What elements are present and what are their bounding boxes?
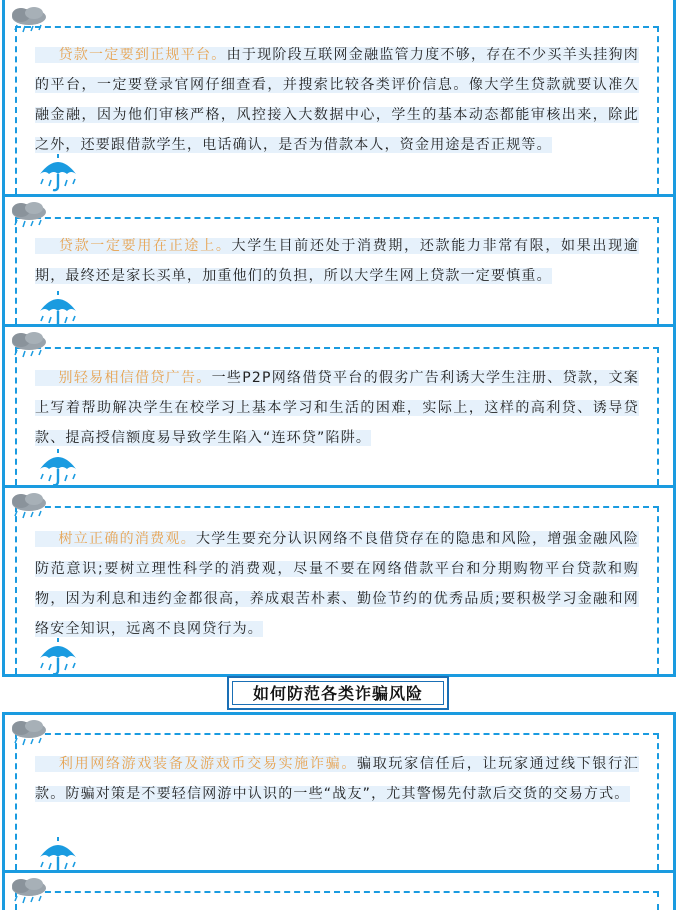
cloud-rain-icon <box>9 719 49 747</box>
tip-heading: 利用网络游戏装备及游戏币交易实施诈骗。 <box>58 756 358 772</box>
tip-heading: 贷款一定要到正规平台。 <box>58 47 227 63</box>
cloud-rain-icon <box>9 6 49 34</box>
tip-body: 大学生要充分认识网络不良借贷存在的隐患和风险，增强金融风险防范意识;要树立理性科学的消费观，尽量不要在网络借款平台和分期购物平台贷款和购物，因为利息和违约金都很高，养成艰苦朴素、勤俭节约的优秀品质;要积极学习金融和网络安全知识，远离不良网贷行为。 <box>35 531 639 637</box>
umbrella-icon <box>37 152 79 194</box>
cloud-rain-icon <box>9 201 49 229</box>
section-banner <box>227 676 449 710</box>
tip-body: 由于现阶段互联网金融监管力度不够，存在不少买羊头挂狗肉的平台，一定要登录官网仔细查看，并搜索比较各类评价信息。像大学生贷款就要认准久融金融，因为他们审核严格，风控接入大数据中心，学生的基本动态都能审核出来，除此之外，还要跟借款学生，电话确认，是否为借款本人，资金用途是否正规等。 <box>35 47 640 153</box>
umbrella-icon <box>37 636 79 678</box>
tip-paragraph <box>35 231 639 291</box>
umbrella-icon <box>37 447 79 489</box>
tip-paragraph <box>35 749 639 809</box>
tip-paragraph <box>35 40 639 160</box>
tip-heading: 树立正确的消费观。 <box>58 531 196 547</box>
tip-body: 一些P2P网络借贷平台的假劣广告利诱大学生注册、贷款，文案上写着帮助解决学生在校学习上基本学习和生活的困难，实际上，这样的高利贷、诱导贷款、提高授信额度易导致学生陷入“连环贷”陷阱。 <box>35 370 640 446</box>
cloud-rain-icon <box>9 492 49 520</box>
tip-card-5 <box>2 712 676 873</box>
tip-card-6 <box>2 870 676 910</box>
tip-card-3 <box>2 324 676 488</box>
tip-body: 骗取玩家信任后，让玩家通过线下银行汇款。防骗对策是不要轻信网游中认识的一些“战友”，尤其警惕先付款后交货的交易方式。 <box>35 756 639 802</box>
tip-card-4 <box>2 485 676 677</box>
tip-card-1 <box>2 0 676 197</box>
tip-heading: 别轻易相信借贷广告。 <box>58 370 212 386</box>
cloud-rain-icon <box>9 331 49 359</box>
tip-card-2 <box>2 194 676 327</box>
tip-heading: 贷款一定要用在正途上。 <box>58 238 232 254</box>
tip-paragraph <box>35 524 639 644</box>
tip-paragraph <box>35 363 639 453</box>
cloud-rain-icon <box>9 877 49 905</box>
section-banner-title: 如何防范各类诈骗风险 <box>232 681 444 705</box>
tip-body: 大学生目前还处于消费期，还款能力非常有限，如果出现逾期，最终还是家长买单，加重他们的负担，所以大学生网上贷款一定要慎重。 <box>35 238 640 284</box>
